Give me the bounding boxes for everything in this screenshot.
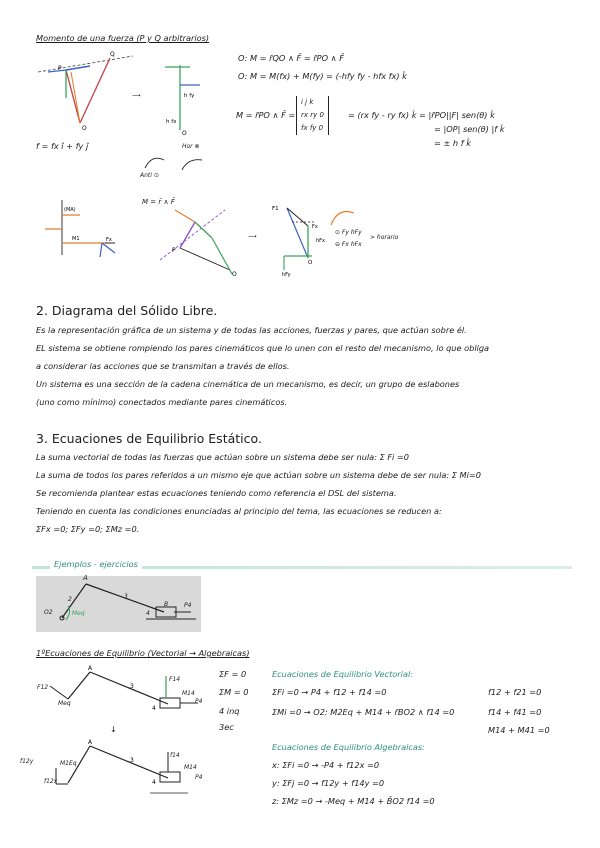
mech-label-3: 3 — [124, 593, 128, 600]
svg-text:4: 4 — [152, 705, 156, 712]
label-hor: Hor ⊗ — [182, 143, 200, 150]
height-h — [71, 72, 80, 123]
section2-line: Un sistema es una sección de la cadena cinemática de un mecanismo, es decir, un grupo de eslabones — [36, 379, 460, 389]
svg-text:hFy: hFy — [282, 272, 291, 278]
section2-line: (uno como mínimo) conectados mediante pares cinemáticos. — [36, 397, 288, 407]
legend-fx: ⊖ Fx hFx — [335, 241, 362, 248]
svg-text:F1: F1 — [272, 206, 279, 212]
vec-eq2: ΣMi =0 → O2: M2Eq + M14 + r̄BO2 ∧ f14 =0 — [272, 707, 455, 717]
matrix-row: rx ry 0 — [301, 111, 324, 119]
moment-diagram-mid — [160, 55, 205, 140]
force-fx — [48, 70, 66, 72]
moment-title: Momento de una fuerza (P y Q arbitrarios) — [36, 33, 210, 43]
examples-title: Ejemplos - ejercicios — [50, 559, 142, 569]
mechanism-figure — [36, 576, 201, 632]
alg-eq-x: x: ΣFi =0 → -P4 + f12x =0 — [272, 760, 380, 770]
section2-heading: 2. Diagrama del Sólido Libre. — [36, 303, 218, 318]
legend-fy: ⊙ Fy hFy — [335, 229, 362, 236]
summary-sum-f: ΣF = 0 — [219, 669, 247, 679]
section3-heading: 3. Ecuaciones de Equilibrio Estático. — [36, 431, 262, 446]
matrix-row: i j k — [301, 98, 314, 106]
dsl-label-f12y: f12y — [20, 758, 34, 765]
dsl-label-m14: M14 — [182, 690, 195, 697]
moment-diagram-vectors — [150, 200, 240, 278]
section3-line: La suma de todos los pares referidos a un mismo eje que actúan sobre un sistema debe de ser nula: Σ Mi=0 — [36, 470, 481, 480]
legend-horario: > horario — [370, 234, 399, 241]
svg-text:3: 3 — [130, 757, 134, 764]
svg-text:4: 4 — [152, 779, 156, 786]
section3-line: Teniendo en cuenta las condiciones enunciadas al principio del tema, las ecuaciones se reducen a: — [36, 506, 442, 516]
dsl-label-p4: P4 — [195, 698, 203, 705]
svg-text:Fx: Fx — [106, 237, 112, 243]
moment-eq3-lhs: M = r̄PO ∧ F̄ = — [236, 110, 296, 120]
moment-eq5: = ± h f k̂ — [434, 138, 471, 148]
examples-subtitle: 1ºEcuaciones de Equilibrio (Vectorial → Algebraicas) — [36, 648, 250, 658]
section2-line: EL sistema se obtiene rompiendo los pares cinemáticos que lo unen con el resto del mecanismo, lo que obliga — [36, 343, 490, 353]
svg-text:A: A — [88, 665, 93, 672]
svg-text:A: A — [88, 739, 93, 746]
dsl-label-m1: M1Eq — [60, 760, 77, 767]
svg-text:M1: M1 — [72, 236, 80, 242]
mech-label-4: 4 — [146, 610, 150, 617]
svg-text:hFx: hFx — [316, 238, 326, 244]
mech-label-o2: O2 — [44, 609, 53, 616]
dsl-label-m14-b: M14 — [184, 764, 197, 771]
section2-line: a considerar las acciones que se transmitan a través de ellos. — [36, 361, 290, 371]
mech-label-p4: P4 — [184, 602, 192, 609]
alg-title: Ecuaciones de Equilibrio Algebraicas: — [272, 742, 425, 752]
down-arrow: ↓ — [110, 724, 117, 734]
side-eq: f14 + f41 =0 — [488, 707, 542, 717]
moment-diagram-left — [38, 48, 133, 140]
label-antih: Anti ⊙ — [140, 172, 159, 179]
alg-eq-z: z: ΣMz =0 → -Meq + M14 + B̄O2 f14 =0 — [272, 796, 435, 806]
force-line — [38, 56, 133, 72]
moment-eq1: O: M = r̄QO ∧ F̄ = r̄PO ∧ F̄ — [238, 53, 344, 63]
moment-eq2: O: M = M(fx) + M(fy) = (-hfy fy - hfx fx) k̂ — [238, 71, 407, 81]
side-eq: M14 + M41 =0 — [488, 725, 550, 735]
label-cross: M = r̄ ∧ F̄ — [142, 198, 175, 206]
dsl-label-f14: F14 — [169, 676, 181, 683]
dsl-label-f14-b: f14 — [170, 752, 180, 759]
svg-text:3: 3 — [130, 683, 134, 690]
section3-line: Se recomienda plantear estas ecuaciones teniendo como referencia el DSL del sistema. — [36, 488, 397, 498]
summary-sum-m: ΣM = 0 — [219, 687, 249, 697]
orange-arc-icon — [326, 205, 356, 227]
arrow-glyph: ⟶ — [132, 92, 141, 99]
matrix-row: fx fy 0 — [301, 124, 324, 132]
mech-label-b: B — [164, 601, 169, 608]
side-eq: f12 + f21 =0 — [488, 687, 542, 697]
svg-text:O: O — [182, 130, 187, 137]
moment-eq3-rhs: = (rx fy - ry fx) k̂ = |r̄PO||F| sen(θ) k̂ — [348, 110, 495, 120]
svg-text:O: O — [232, 271, 237, 278]
moment-eq4: = |OP| sen(θ) |f k̂ — [434, 124, 505, 134]
label-hfy: h fy — [184, 93, 195, 99]
section2-line: Es la representación gráfica de un sistema y de todas las acciones, fuerzas y pares, que actúan sobre él. — [36, 325, 467, 335]
label-q: Q — [110, 51, 115, 58]
moment-diagram-axes — [40, 195, 120, 270]
mech-label-a: A — [83, 574, 88, 582]
dsl-label-f12: F12 — [37, 684, 49, 691]
summary-equations: 3ec — [219, 722, 234, 732]
section3-line: La suma vectorial de todas las fuerzas que actúan sobre un sistema debe ser nula: Σ Fi =0 — [36, 452, 409, 462]
mech-label-meq: Meq — [72, 610, 85, 617]
dsl-label-meq: Meq — [58, 700, 71, 707]
arrow-glyph-2: ⟶ — [248, 233, 257, 240]
rotation-sense-icon — [140, 150, 210, 175]
dsl-diagram-bottom — [38, 738, 208, 798]
svg-text:(MA): (MA) — [64, 207, 76, 213]
section3-line: ΣFx =0; ΣFy =0; ΣMz =0. — [36, 524, 140, 534]
svg-text:Fx: Fx — [312, 224, 318, 230]
label-o: O — [82, 125, 87, 132]
force-decomposition: f = fx î + fy ĵ — [36, 141, 89, 151]
cross-product-matrix — [296, 96, 329, 135]
vector-r-qo — [80, 58, 110, 123]
summary-unknowns: 4 inq — [219, 706, 240, 716]
vec-title: Ecuaciones de Equilibrio Vectorial: — [272, 669, 414, 679]
vec-eq1: ΣFi =0 → P4 + f12 + f14 =0 — [272, 687, 387, 697]
mech-label-2: 2 — [68, 596, 72, 603]
alg-eq-y: y: ΣFj =0 → f12y + f14y =0 — [272, 778, 385, 788]
label-p: P — [58, 65, 62, 72]
svg-text:O: O — [308, 260, 313, 266]
dsl-label-p4-b: P4 — [195, 774, 203, 781]
label-hfx: h fx — [166, 119, 177, 125]
dsl-label-f12x: f12x — [44, 778, 58, 785]
svg-text:P: P — [172, 247, 176, 254]
vector-r-po — [66, 70, 80, 123]
